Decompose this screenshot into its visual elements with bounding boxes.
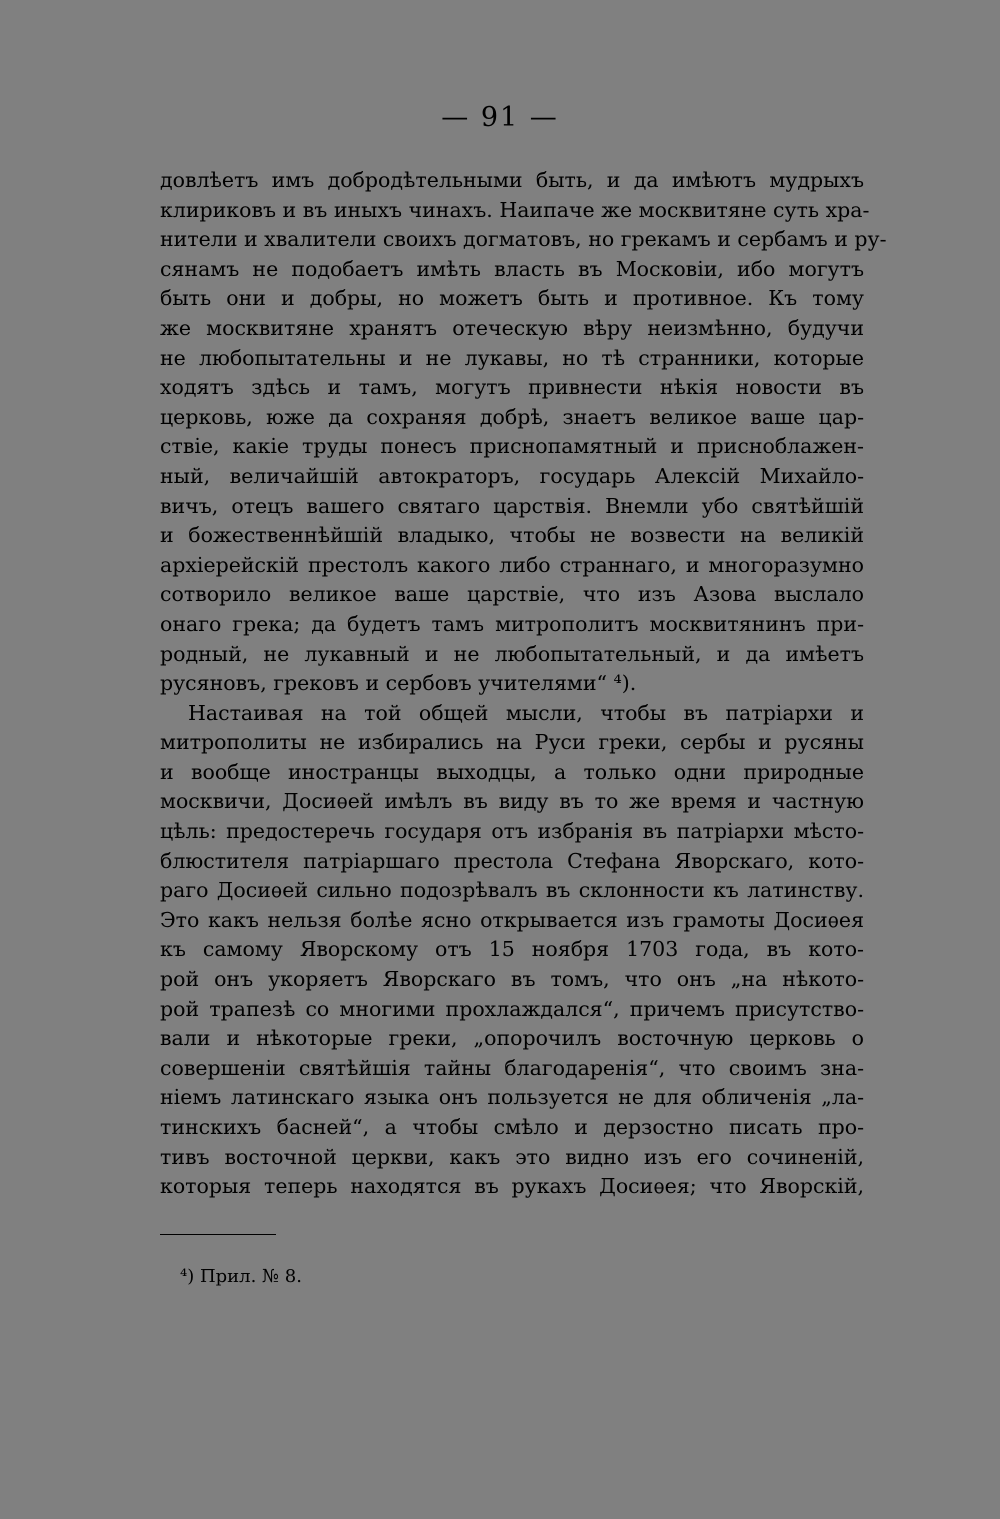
text-line: не любопытательны и не лукавы, но тѣ странники, которые bbox=[160, 345, 864, 370]
text-line: блюстителя патріаршаго престола Стефана Яворскаго, кото- bbox=[160, 848, 864, 873]
page-number: — 91 — bbox=[441, 102, 559, 133]
text-line: Это какъ нельзя болѣе ясно открывается изъ грамоты Досиѳея bbox=[160, 907, 864, 932]
paragraph-2 bbox=[160, 699, 864, 1202]
text-line: онаго грека; да будетъ тамъ митрополитъ москвитянинъ при- bbox=[160, 611, 864, 636]
footnote: ⁴) Прил. № 8. bbox=[180, 1266, 302, 1287]
text-line: вичъ, отецъ вашего святаго царствія. Внемли убо святѣйшій bbox=[160, 493, 864, 518]
text-line: русяновъ, грековъ и сербовъ учителями“ ⁴). bbox=[160, 671, 637, 696]
text-line: ніемъ латинскаго языка онъ пользуется не для обличенія „ла- bbox=[160, 1085, 864, 1110]
text-line: рой онъ укоряетъ Яворскаго въ томъ, что онъ „на нѣкото- bbox=[160, 967, 864, 992]
text-line: цѣль: предостеречь государя отъ избранія въ патріархи мѣсто- bbox=[160, 819, 864, 844]
text-line: рой трапезѣ со многими прохлаждался“, причемъ присутство- bbox=[160, 996, 864, 1021]
text-line: же москвитяне хранятъ отеческую вѣру неизмѣнно, будучи bbox=[160, 315, 864, 340]
text-line: совершеніи святѣйшія тайны благодаренія“, что своимъ зна- bbox=[160, 1055, 864, 1080]
footnote-divider bbox=[160, 1234, 276, 1235]
text-line: Настаивая на той общей мысли, чтобы въ патріархи и bbox=[188, 700, 864, 725]
text-line: тинскихъ басней“, а чтобы смѣло и дерзостно писать про- bbox=[160, 1115, 864, 1139]
text-line: клириковъ и въ иныхъ чинахъ. Наипаче же москвитяне суть хра- bbox=[160, 197, 870, 222]
text-line: архіерейскій престолъ какого либо страннаго, и многоразумно bbox=[160, 552, 864, 577]
text-line: ный, величайшій автократоръ, государь Алексій Михайло- bbox=[160, 463, 864, 488]
paragraph-1 bbox=[160, 166, 887, 699]
text-line: митрополиты не избирались на Руси греки, сербы и русяны bbox=[160, 730, 864, 755]
text-line: довлѣетъ имъ добродѣтельными быть, и да имѣютъ мудрыхъ bbox=[160, 168, 864, 192]
text-line: ходятъ здѣсь и тамъ, могутъ привнести нѣкія новости въ bbox=[160, 375, 864, 400]
text-line: сотворило великое ваше царствіе, что изъ Азова выслало bbox=[160, 582, 864, 607]
text-line: и вообще иностранцы выходцы, а только одни природные bbox=[160, 759, 864, 784]
body-text bbox=[160, 166, 887, 1202]
text-line: раго Досиѳей сильно подозрѣвалъ въ склонности къ латинству. bbox=[160, 878, 864, 903]
text-line: церковь, юже да сохраняя добрѣ, знаетъ великое ваше цар- bbox=[160, 404, 864, 429]
text-line: нители и хвалители своихъ догматовъ, но грекамъ и сербамъ и ру- bbox=[160, 227, 887, 252]
text-line: быть они и добры, но можетъ быть и противное. Къ тому bbox=[160, 286, 864, 311]
text-line: сянамъ не подобаетъ имѣть власть въ Московіи, ибо могутъ bbox=[160, 256, 864, 281]
text-line: которыя теперь находятся въ рукахъ Досиѳея; что Яворскій, bbox=[160, 1174, 864, 1199]
text-line: ствіе, какіе труды понесъ приснопамятный и приснoблажен- bbox=[160, 434, 864, 459]
text-line: москвичи, Досиѳей имѣлъ въ виду въ то же время и частную bbox=[160, 789, 864, 814]
text-line: и божественнѣйшій владыко, чтобы не возвести на великій bbox=[160, 523, 864, 548]
text-line: вали и нѣкоторые греки, „опорочилъ восточную церковь о bbox=[160, 1026, 864, 1051]
text-line: родный, не лукавный и не любопытательный, и да имѣетъ bbox=[160, 641, 864, 666]
text-line: къ самому Яворскому отъ 15 ноября 1703 года, въ кото- bbox=[160, 937, 864, 962]
text-line: тивъ восточной церкви, какъ это видно изъ его сочиненій, bbox=[160, 1144, 864, 1169]
